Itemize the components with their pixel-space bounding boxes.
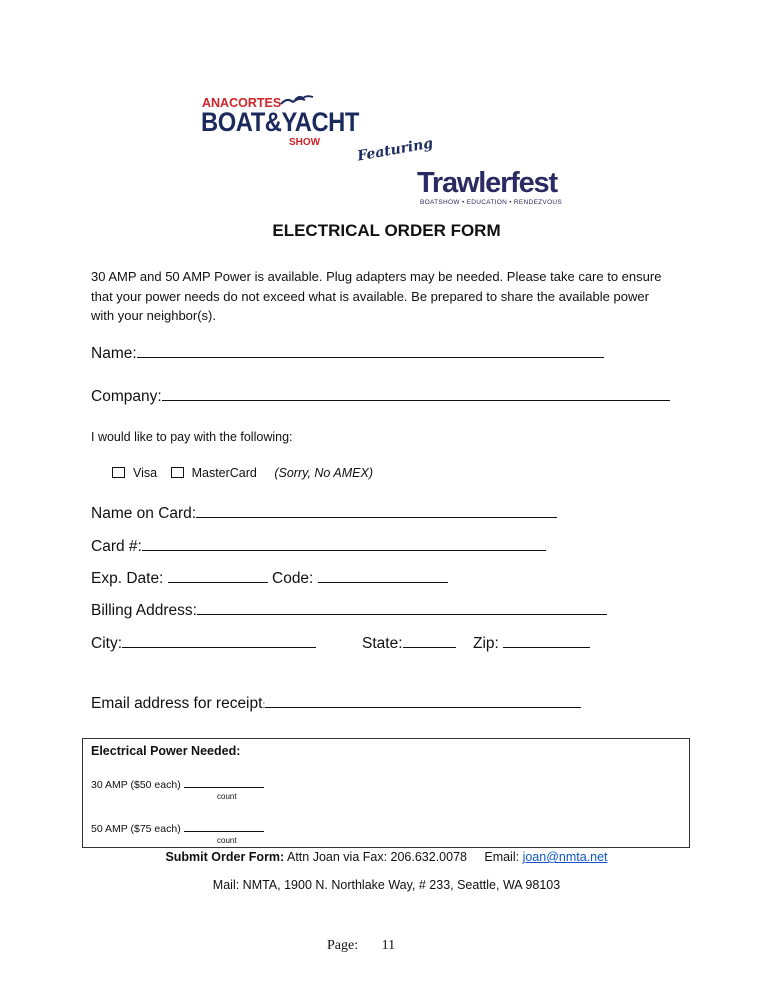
amp30-row: [91, 777, 264, 791]
submit-email-link[interactable]: joan@nmta.net: [522, 850, 608, 864]
name-label: Name:: [91, 345, 137, 362]
name-on-card-label: Name on Card:: [91, 505, 197, 522]
email-receipt-label: Email address for receipt: [91, 695, 263, 712]
submit-instructions: [0, 850, 773, 864]
intro-paragraph: 30 AMP and 50 AMP Power is available. Plug adapters may be needed. Please take care to ensure that your power needs do not exceed what is available. Be prepared to share the available power with your neighbor(s).: [91, 269, 662, 323]
page-number: [327, 938, 395, 954]
logo-show: SHOW: [289, 137, 321, 148]
name-on-card-input[interactable]: [196, 503, 557, 518]
email-receipt-row: [91, 693, 581, 713]
zip-label: Zip:: [473, 635, 499, 652]
amp30-label: 30 AMP ($50 each): [91, 779, 181, 791]
trawlerfest-name: Trawlerfest: [417, 167, 557, 199]
code-label: Code:: [272, 570, 314, 587]
billing-address-input[interactable]: [197, 600, 607, 615]
amp50-row: [91, 821, 264, 835]
amp30-count-input[interactable]: [184, 777, 264, 788]
zip-input[interactable]: [503, 633, 590, 648]
mail-address: Mail: NMTA, 1900 N. Northlake Way, # 233, Seattle, WA 98103: [212, 878, 561, 892]
page-label: Page:: [327, 938, 359, 953]
exp-date-input[interactable]: [168, 568, 268, 583]
mastercard-label: MasterCard: [191, 466, 257, 480]
exp-date-label: Exp. Date:: [91, 570, 164, 587]
amp30-count-label: count: [217, 792, 237, 801]
company-input[interactable]: [162, 386, 670, 401]
trawlerfest-logo: [417, 167, 577, 206]
name-on-card-row: [91, 503, 557, 523]
city-row: [91, 633, 316, 653]
logo-anacortes: ANACORTES: [202, 96, 282, 110]
mastercard-checkbox[interactable]: [171, 467, 184, 478]
pay-with-label: I would like to pay with the following:: [91, 430, 293, 444]
logo-featuring: Featuring: [356, 135, 435, 165]
card-number-label: Card #:: [91, 538, 142, 555]
code-input[interactable]: [318, 568, 448, 583]
company-label: Company:: [91, 388, 162, 405]
billing-address-row: [91, 600, 607, 620]
electrical-power-box: [82, 738, 690, 848]
amp50-count-label: count: [217, 836, 237, 845]
amp50-label: 50 AMP ($75 each): [91, 823, 181, 835]
form-title: ELECTRICAL ORDER FORM: [272, 221, 501, 240]
billing-address-label: Billing Address:: [91, 602, 197, 619]
zip-row: [473, 633, 590, 653]
submit-label: Submit Order Form:: [165, 850, 285, 864]
card-number-row: [91, 536, 546, 556]
card-options: [112, 466, 373, 480]
state-input[interactable]: [403, 633, 456, 648]
city-label: City:: [91, 635, 122, 652]
name-row: [91, 343, 604, 363]
amp50-count-input[interactable]: [184, 821, 264, 832]
email-receipt-colon: :: [262, 700, 266, 711]
exp-code-row: [91, 568, 448, 588]
no-amex-note: (Sorry, No AMEX): [274, 466, 373, 480]
boat-yacht-show-logo: [199, 94, 374, 154]
state-label: State:: [362, 635, 403, 652]
city-input[interactable]: [122, 633, 316, 648]
email-receipt-input[interactable]: [265, 693, 581, 708]
power-needed-title: Electrical Power Needed:: [91, 744, 241, 758]
page-number-value: 11: [381, 938, 396, 953]
visa-checkbox[interactable]: [112, 467, 125, 478]
trawlerfest-tagline: BOATSHOW • EDUCATION • RENDEZVOUS: [420, 199, 563, 206]
visa-label: Visa: [133, 466, 158, 480]
submit-text: Attn Joan via Fax: 206.632.0078 Email:: [284, 850, 523, 864]
state-row: [362, 633, 456, 653]
name-input[interactable]: [137, 343, 604, 358]
card-number-input[interactable]: [142, 536, 546, 551]
company-row: [91, 386, 670, 406]
logo-boat-yacht: BOAT&YACHT: [201, 107, 359, 137]
